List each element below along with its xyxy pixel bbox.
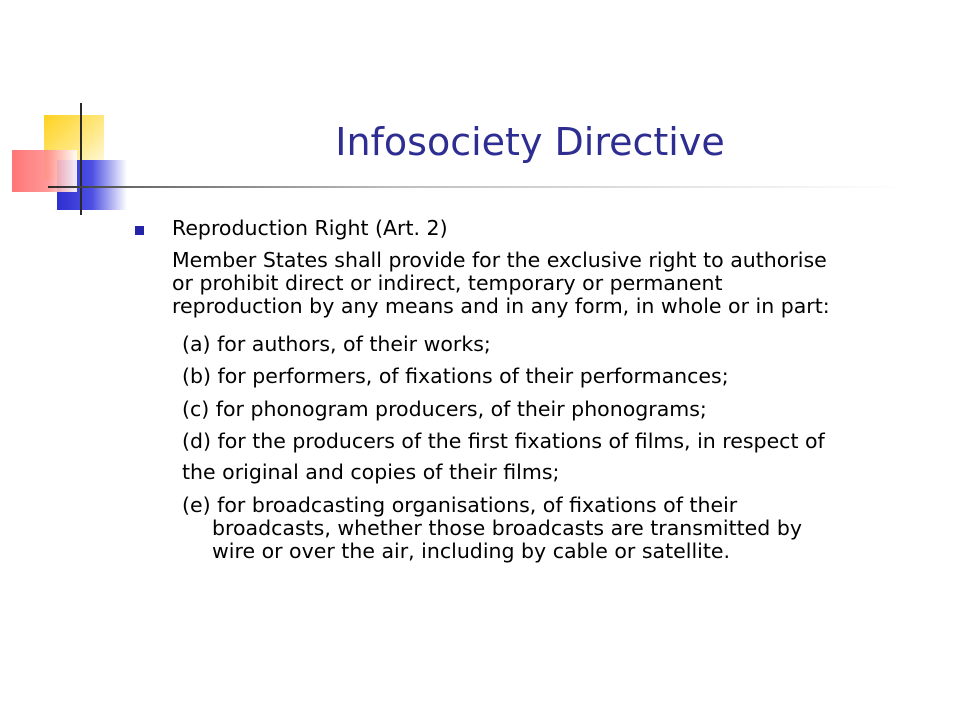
- vertical-rule: [80, 103, 82, 215]
- list-item: the original and copies of their films;: [182, 460, 560, 484]
- paragraph-line: reproduction by any means and in any form, in whole or in part:: [172, 294, 830, 318]
- list-item: (d) for the producers of the first fixations of films, in respect of: [182, 429, 825, 453]
- title-underline-rule: [48, 186, 908, 188]
- list-item: (e) for broadcasting organisations, of fixations of their: [182, 493, 738, 517]
- list-item: (a) for authors, of their works;: [182, 332, 491, 356]
- paragraph-line: Member States shall provide for the exclusive right to authorise: [172, 248, 827, 272]
- bullet-heading: Reproduction Right (Art. 2): [172, 216, 448, 240]
- list-item-continuation: broadcasts, whether those broadcasts are transmitted by: [212, 516, 802, 540]
- square-bullet-icon: [135, 226, 144, 235]
- slide-title: Infosociety Directive: [335, 120, 725, 164]
- decorative-squares-logo: [0, 0, 160, 230]
- list-item-continuation: wire or over the air, including by cable or satellite.: [212, 539, 731, 563]
- paragraph-line: or prohibit direct or indirect, temporary or permanent: [172, 271, 723, 295]
- list-item: (b) for performers, of fixations of their performances;: [182, 364, 729, 388]
- list-item: (c) for phonogram producers, of their phonograms;: [182, 397, 707, 421]
